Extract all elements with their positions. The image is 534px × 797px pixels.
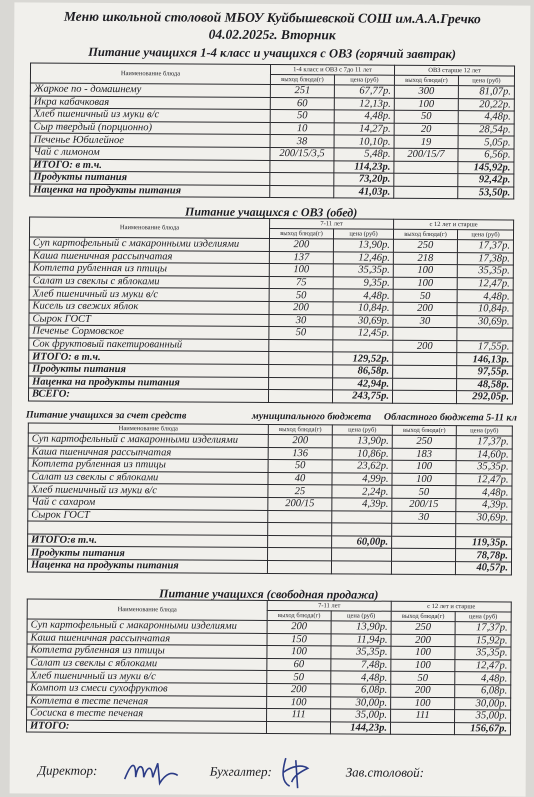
dish-name: Котлета рубленная из птицы: [28, 458, 268, 472]
dish-output-2: 250: [391, 621, 455, 634]
dish-output-1: 50: [269, 327, 333, 340]
column-group-1: 7-11 лет: [267, 600, 391, 611]
total-empty-2: [393, 365, 457, 378]
dish-output-1: 200/15: [268, 497, 332, 510]
column-header-price: цена (руб): [332, 425, 392, 435]
column-header-name: Наименование блюда: [30, 63, 270, 84]
total-price-1: 73,20р.: [334, 173, 394, 186]
dish-output-2: [392, 523, 456, 536]
dish-output-2: 111: [391, 709, 455, 722]
dish-output-1: 50: [267, 671, 331, 684]
dish-price-2: 4,48р.: [455, 672, 511, 685]
total-label: ИТОГО:в т.ч.: [28, 534, 268, 548]
total-empty-2: [393, 353, 457, 366]
column-header-price: цена (руб): [334, 75, 394, 85]
dish-name: Жаркое по - домашнему: [30, 83, 270, 97]
total-price-2: 53,50р.: [458, 186, 514, 199]
dish-price-2: [457, 328, 513, 341]
dish-price-2: 35,35р.: [455, 647, 511, 660]
menu-date: 04.02.2025г. Вторник: [208, 26, 336, 43]
dish-output-2: 50: [393, 290, 457, 303]
column-group-2: с 12 лет и старше: [391, 601, 511, 612]
dish-output-2: [393, 327, 457, 340]
dish-output-1: 200: [268, 434, 332, 447]
dish-output-2: 200/15/7: [394, 148, 458, 161]
accountant-label: Бухгалтер:: [209, 763, 272, 780]
total-price-1: 144,23р.: [330, 722, 390, 735]
dish-price-1: 11,94р.: [331, 633, 391, 646]
dish-price-1: 13,90р.: [332, 435, 392, 448]
dish-price-1: [332, 523, 392, 536]
total-label: Продукты питания: [28, 546, 268, 560]
dish-name: Хлеб пшеничный из муки в/с: [27, 669, 267, 683]
dish-price-2: 17,55р.: [457, 340, 513, 353]
total-empty-1: [269, 377, 333, 390]
dish-price-1: 2,24р.: [332, 485, 392, 498]
dish-price-1: 13,90р.: [331, 621, 391, 634]
column-header-output: выход блюда(г): [269, 228, 333, 238]
dish-output-1: [268, 523, 332, 536]
total-empty-1: [268, 390, 332, 403]
dish-price-2: 4,48р.: [458, 111, 514, 124]
column-header-output: выход блюда(г): [268, 424, 332, 434]
director-signature: [122, 755, 182, 787]
total-label: ИТОГО:: [26, 720, 266, 734]
dish-price-2: [456, 524, 512, 537]
total-row: [26, 720, 510, 736]
column-header-price: цена (руб): [333, 229, 393, 239]
dish-price-2: 30,69р.: [457, 315, 513, 328]
dish-output-1: 200: [269, 238, 333, 251]
total-price-1: 41,03р.: [334, 186, 394, 199]
dish-name: Суп картофельный с макаронными изделиями: [29, 237, 269, 251]
column-header-name: Наименование блюда: [29, 217, 269, 238]
dish-output-2: 50: [394, 110, 458, 123]
dish-output-2: 200: [393, 302, 457, 315]
column-header-name: Наименование блюда: [27, 599, 267, 620]
dish-name: Каша пшеничная рассыпчатая: [29, 250, 269, 264]
dish-output-2: 100: [392, 473, 456, 486]
total-empty-2: [394, 186, 458, 199]
dish-output-1: 137: [269, 251, 333, 264]
dish-output-1: 100: [267, 646, 331, 659]
dish-output-2: 200/15: [392, 498, 456, 511]
total-empty-2: [392, 549, 456, 562]
dish-name: Икра кабачковая: [30, 96, 270, 110]
dish-name: Суп картофельный с макаронными изделиями: [27, 619, 267, 633]
dish-price-1: [332, 510, 392, 523]
dish-price-2: 17,37р.: [457, 240, 513, 253]
dish-name: Салат из свеклы с яблоками: [29, 275, 269, 289]
dish-price-1: 35,35р.: [333, 264, 393, 277]
dish-output-1: 136: [268, 447, 332, 460]
lunch-budget-table: [27, 423, 513, 575]
dish-price-2: 81,07р.: [458, 86, 514, 99]
dish-price-2: 17,38р.: [457, 252, 513, 265]
dish-name: Компот из смеси сухофруктов: [27, 682, 267, 696]
dish-output-1: 200: [267, 683, 331, 696]
dish-name: Каша пшеничная рассыпчатая: [27, 632, 267, 646]
dish-price-2: 35,35р.: [456, 461, 512, 474]
dish-name: Салат из свеклы с яблоками: [27, 657, 267, 671]
total-label: ВСЕГО:: [28, 388, 268, 402]
total-empty-1: [269, 364, 333, 377]
total-price-2: 40,57р.: [455, 562, 511, 575]
dish-price-1: 4,39р.: [332, 498, 392, 511]
total-empty-1: [267, 560, 331, 573]
dish-price-2: 4,39р.: [456, 499, 512, 512]
total-empty-2: [394, 173, 458, 186]
column-header-name: Наименование блюда: [28, 423, 268, 434]
dish-output-2: 100: [394, 98, 458, 111]
total-price-1: 114,23р.: [334, 160, 394, 173]
dish-price-1: 4,48р.: [333, 289, 393, 302]
total-price-2: 292,05р.: [456, 391, 512, 404]
total-empty-1: [266, 721, 330, 734]
dish-output-1: 111: [267, 709, 331, 722]
lunch-budget-title-mid: муниципального бюджета: [251, 410, 372, 423]
dish-price-1: 4,99р.: [332, 473, 392, 486]
total-price-1: 243,75р.: [332, 390, 392, 403]
dish-price-2: 30,00р.: [455, 697, 511, 710]
dish-name: Чай с сахаром: [28, 496, 268, 510]
dish-price-2: 17,37р.: [456, 436, 512, 449]
dish-output-2: 200: [393, 340, 457, 353]
accountant-signature: [278, 752, 320, 792]
total-price-1: [331, 561, 391, 574]
lunch-budget-title-left: Питание учащихся за счет средств: [25, 409, 187, 422]
dish-output-2: 50: [391, 672, 455, 685]
dish-price-1: 4,48р.: [334, 110, 394, 123]
dish-price-1: 67,77р.: [334, 85, 394, 98]
dish-name: Чай с лимоном: [30, 146, 270, 160]
lunch-ovz-title: Питание учащихся с ОВЗ (обед): [185, 204, 358, 220]
total-price-2: 146,13р.: [457, 353, 513, 366]
column-group-1: 1-4 класс и ОВЗ с 7до 11 лет: [270, 64, 394, 75]
column-header-price: цена (руб): [458, 76, 514, 86]
column-header-price: цена (руб): [331, 611, 391, 621]
total-price-2: 97,55р.: [457, 366, 513, 379]
total-empty-2: [391, 561, 455, 574]
dish-name: Хлеб пшеничный из муки в/с: [30, 108, 270, 122]
dish-price-2: 30,69р.: [456, 511, 512, 524]
dish-price-2: 35,00р.: [455, 710, 511, 723]
total-label: Продукты питания: [30, 171, 270, 185]
total-price-1: [332, 548, 392, 561]
dish-price-1: 9,35р.: [333, 277, 393, 290]
dish-price-2: 6,08р.: [455, 685, 511, 698]
dish-output-1: 200: [267, 620, 331, 633]
dish-output-2: 100: [391, 646, 455, 659]
total-empty-1: [270, 185, 334, 198]
dish-output-1: 200/15/3,5: [270, 147, 334, 160]
total-label: ИТОГО: в т.ч.: [30, 159, 270, 173]
dish-output-1: 50: [268, 460, 332, 473]
dish-price-1: 35,00р.: [331, 709, 391, 722]
total-label: Наценка на продукты питания: [29, 376, 269, 390]
dish-output-1: 60: [267, 658, 331, 671]
dish-name: Хлеб пшеничный из муки в/с: [28, 483, 268, 497]
dish-price-2: 6,56р.: [458, 149, 514, 162]
breakfast-table: [29, 63, 515, 200]
column-header-output: выход блюда(г): [394, 75, 458, 85]
dish-output-1: [269, 339, 333, 352]
dish-name: Печенье Юбилейное: [30, 133, 270, 147]
dish-output-1: 10: [270, 122, 334, 135]
dish-price-2: 15,92р.: [455, 634, 511, 647]
dish-name: Хлеб пшеничный из муки в/с: [29, 287, 269, 301]
column-header-output: выход блюда(г): [270, 74, 334, 84]
total-label: ИТОГО: в т.ч.: [29, 350, 269, 364]
dish-price-2: 17,37р.: [455, 622, 511, 635]
column-header-price: цена (руб): [455, 612, 511, 622]
total-price-1: 129,52р.: [333, 352, 393, 365]
dish-price-2: 10,84р.: [457, 303, 513, 316]
free-sale-title: Питание учащихся (свободная продажа): [159, 586, 379, 602]
dish-name: Суп картофельный с макаронными изделиями: [28, 433, 268, 447]
dish-price-1: 12,45р.: [333, 327, 393, 340]
total-price-1: 42,94р.: [333, 377, 393, 390]
dish-price-2: 4,48р.: [457, 290, 513, 303]
dish-name: Сырок ГОСТ: [28, 509, 268, 523]
dish-output-2: 100: [393, 277, 457, 290]
menu-title: Меню школьной столовой МБОУ Куйбышевской СОШ им.А.А.Гречко: [63, 8, 481, 27]
dish-output-2: 100: [391, 659, 455, 672]
total-price-2: 92,42р.: [458, 174, 514, 187]
dish-name: Сырок ГОСТ: [29, 313, 269, 327]
dish-output-2: 250: [392, 435, 456, 448]
total-empty-2: [392, 536, 456, 549]
dish-output-1: 60: [270, 97, 334, 110]
dish-price-1: 4,48р.: [331, 671, 391, 684]
dish-price-1: 30,69р.: [333, 314, 393, 327]
dish-output-1: 150: [267, 633, 331, 646]
column-header-output: выход блюда(г): [392, 425, 456, 435]
dish-price-1: 30,00р.: [331, 696, 391, 709]
dish-name: Котлета рубленная из птицы: [27, 644, 267, 658]
total-empty-1: [270, 173, 334, 186]
dish-price-1: 13,90р.: [333, 239, 393, 252]
total-row: [30, 184, 514, 200]
dish-output-1: [268, 510, 332, 523]
total-label: Наценка на продукты питания: [30, 184, 270, 198]
dish-price-1: 23,62р.: [332, 460, 392, 473]
dish-price-1: 6,08р.: [331, 684, 391, 697]
dish-output-2: 250: [393, 239, 457, 252]
dish-price-1: 7,48р.: [331, 659, 391, 672]
total-price-2: 119,35р.: [456, 536, 512, 549]
dish-price-2: 12,47р.: [456, 473, 512, 486]
menu-sheet: [10, 2, 531, 796]
dish-price-1: 14,27р.: [334, 123, 394, 136]
total-label: Наценка на продукты питания: [27, 559, 267, 573]
total-price-1: 86,58р.: [333, 365, 393, 378]
dish-name: Салат из свеклы с яблоками: [28, 471, 268, 485]
total-row: [28, 388, 512, 404]
lunch-budget-title: [25, 409, 517, 424]
dish-output-2: 50: [392, 486, 456, 499]
dish-price-1: 12,46р.: [333, 251, 393, 264]
dish-price-2: 12,47р.: [455, 659, 511, 672]
dish-output-1: 40: [268, 472, 332, 485]
total-price-2: 156,67р.: [454, 722, 510, 735]
dish-name: Печенье Сормовское: [29, 325, 269, 339]
dish-price-2: 20,22р.: [458, 98, 514, 111]
dish-output-2: 30: [392, 511, 456, 524]
dish-output-2: 19: [394, 136, 458, 149]
lunch-budget-title-right: Областного бюджета 5-11 кл: [383, 411, 517, 424]
dish-price-2: 35,35р.: [457, 265, 513, 278]
total-empty-1: [269, 352, 333, 365]
dish-output-2: 100: [391, 697, 455, 710]
column-header-price: цена (руб): [456, 426, 512, 436]
column-header-price: цена (руб): [457, 230, 513, 240]
column-header-output: выход блюда(г): [393, 229, 457, 239]
dish-price-1: 10,10р.: [334, 135, 394, 148]
column-group-2: ОВЗ старше 12 лет: [394, 65, 514, 76]
director-label: Директор:: [37, 762, 98, 778]
total-empty-1: [268, 548, 332, 561]
dish-output-2: 200: [391, 684, 455, 697]
dish-output-2: 100: [392, 460, 456, 473]
dish-output-2: 30: [393, 315, 457, 328]
dish-output-2: 20: [394, 123, 458, 136]
dish-output-1: 75: [269, 276, 333, 289]
dish-price-2: 28,54р.: [458, 123, 514, 136]
dish-name: Кисель из свежих яблок: [29, 300, 269, 314]
dish-price-2: 14,60р.: [456, 448, 512, 461]
dish-price-1: [333, 340, 393, 353]
dish-price-2: 4,48р.: [456, 486, 512, 499]
total-price-2: 48,58р.: [457, 378, 513, 391]
dish-output-1: 100: [267, 696, 331, 709]
dish-name: Сок фруктовый пакетированный: [29, 338, 269, 352]
dish-output-1: 100: [269, 264, 333, 277]
column-group-1: 7-11 лет: [270, 218, 394, 229]
column-header-output: выход блюда(г): [391, 611, 455, 621]
dish-output-1: 50: [269, 289, 333, 302]
dish-output-2: 183: [392, 448, 456, 461]
total-price-2: 78,78р.: [456, 549, 512, 562]
dish-output-2: 300: [394, 85, 458, 98]
dish-output-2: 100: [393, 264, 457, 277]
lunch-ovz-table: [28, 217, 514, 405]
dish-output-2: 218: [393, 252, 457, 265]
breakfast-title: Питание учащихся 1-4 класс и учащихся с ОВЗ (горячий завтрак): [88, 44, 457, 62]
total-empty-2: [392, 390, 456, 403]
dish-output-1: 25: [268, 485, 332, 498]
free-sale-table: [26, 599, 512, 736]
total-empty-2: [394, 161, 458, 174]
dish-output-1: 200: [269, 301, 333, 314]
total-row: [27, 559, 511, 575]
total-price-1: 60,00р.: [332, 536, 392, 549]
column-header-output: выход блюда(г): [267, 610, 331, 620]
dish-name: Сосиска в тесте печеная: [27, 707, 267, 721]
dish-name: Сыр твердый (порционно): [30, 121, 270, 135]
canteen-head-label: Зав.столовой:: [345, 764, 425, 780]
dish-output-1: 30: [269, 314, 333, 327]
dish-price-2: 5,05р.: [458, 136, 514, 149]
dish-price-1: 10,84р.: [333, 302, 393, 315]
total-empty-2: [393, 378, 457, 391]
dish-output-2: 200: [391, 634, 455, 647]
dish-price-1: 5,48р.: [334, 148, 394, 161]
dish-output-1: 50: [270, 110, 334, 123]
total-empty-1: [270, 160, 334, 173]
dish-name: Каша пшеничная рассыпчатая: [28, 446, 268, 460]
dish-name: Котлета рубленная из птицы: [29, 262, 269, 276]
dish-output-1: 251: [270, 84, 334, 97]
total-price-2: 145,92р.: [458, 161, 514, 174]
column-group-2: с 12 лет и старше: [394, 219, 514, 230]
total-label: Продукты питания: [29, 363, 269, 377]
dish-price-1: 10,86р.: [332, 447, 392, 460]
dish-name: Котлета в тесте печеная: [27, 695, 267, 709]
dish-price-1: 35,35р.: [331, 646, 391, 659]
total-empty-2: [390, 722, 454, 735]
dish-price-2: 12,47р.: [457, 277, 513, 290]
dish-output-1: 38: [270, 135, 334, 148]
total-empty-1: [268, 535, 332, 548]
dish-price-1: 12,13р.: [334, 97, 394, 110]
